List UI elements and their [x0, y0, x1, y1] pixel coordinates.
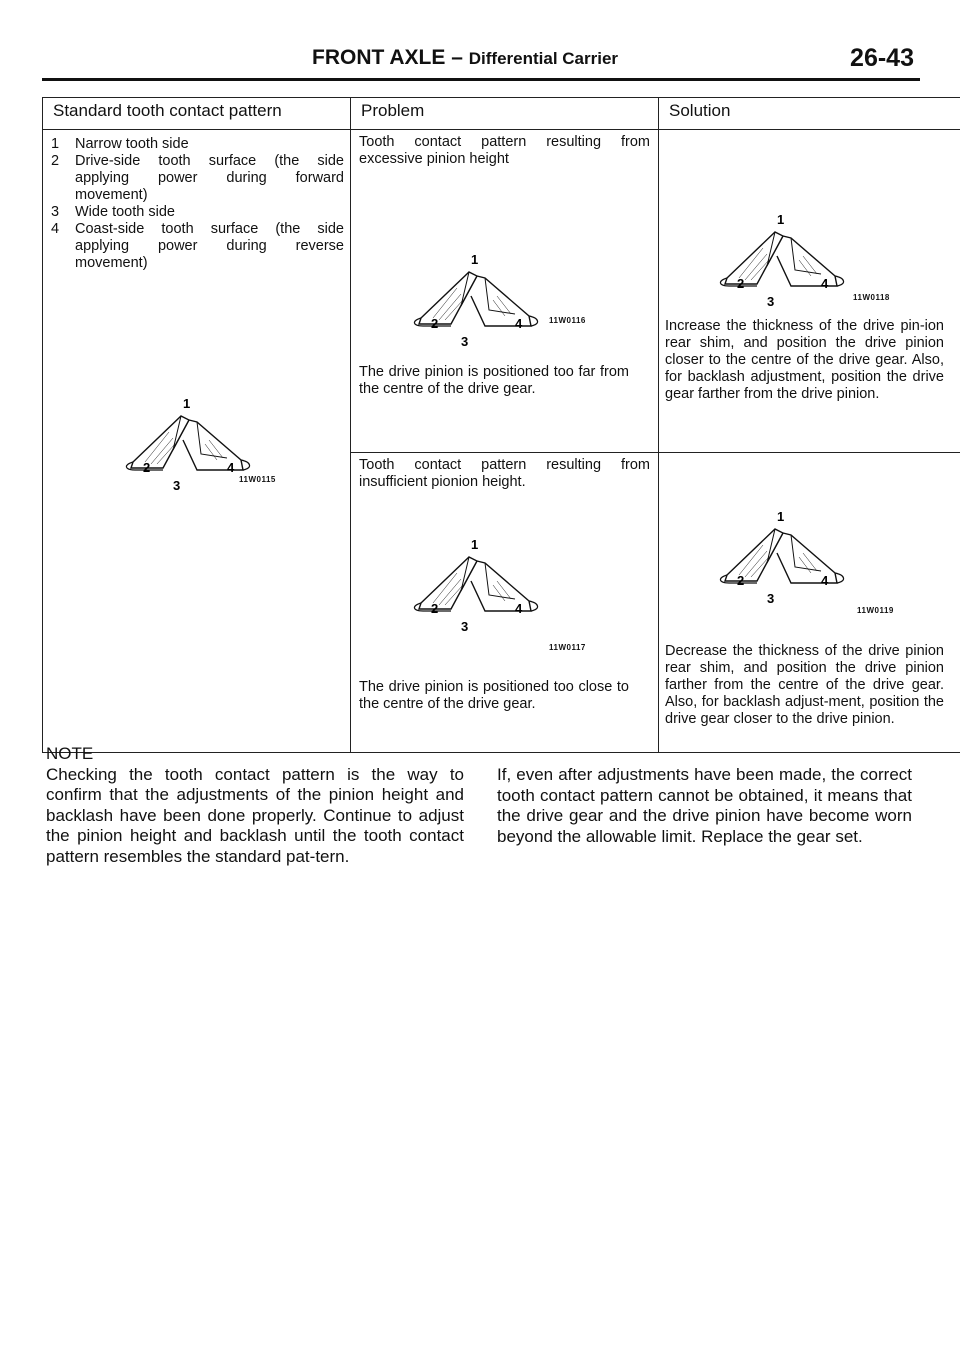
figure-code: 11W0119 — [857, 606, 894, 615]
fig-label-1: 1 — [777, 509, 785, 524]
fig-label-2: 2 — [737, 573, 745, 588]
solution-text-1: Increase the thickness of the drive pin-ion rear shim, and position the drive pinion closer to the centre of the drive gear. Also, for backlash adjustment, position the drive gear farther from the drive pinion. — [665, 318, 944, 402]
fig-label-1: 1 — [777, 212, 785, 227]
problem-title-2: Tooth contact pattern resulting from insufficient pionion height. — [359, 457, 650, 490]
problem-desc-2: The drive pinion is positioned too close to the centre of the drive gear. — [359, 679, 629, 712]
problem-cell-1 — [351, 130, 659, 453]
note-label: NOTE — [46, 744, 94, 763]
page-header — [42, 44, 920, 78]
title-sub: Differential Carrier — [468, 49, 619, 68]
problem-title-1: Tooth contact pattern resulting from excessive pinion height — [359, 134, 650, 167]
contact-pattern-table — [42, 97, 960, 753]
fig-label-4: 4 — [515, 316, 523, 331]
problem-figure-1 — [399, 248, 549, 348]
problem-figure-2 — [399, 533, 549, 633]
figure-code: 11W0118 — [853, 293, 890, 302]
page-title — [312, 46, 618, 70]
solution-figure-1 — [705, 208, 855, 308]
title-dash: – — [451, 46, 463, 69]
fig-label-4: 4 — [227, 460, 235, 475]
fig-label-3: 3 — [461, 334, 469, 348]
figure-code: 11W0115 — [239, 475, 276, 484]
list-item: 2 Drive-side tooth surface (the side applying power during forward movement) — [51, 153, 344, 203]
solution-figure-2 — [705, 505, 855, 605]
solution-text-2: Decrease the thickness of the drive pinion rear shim, and position the drive pinion farther from the centre of the drive gear. Also, for backlash adjust-ment, position the drive gear closer to the drive pinion. — [665, 643, 944, 727]
fig-label-4: 4 — [515, 601, 523, 616]
table-row — [43, 130, 960, 453]
problem-desc-1: The drive pinion is positioned too far from the centre of the drive gear. — [359, 364, 629, 397]
list-item: 4 Coast-side tooth surface (the side applying power during reverse movement) — [51, 221, 344, 271]
fig-label-4: 4 — [821, 573, 829, 588]
solution-cell-1 — [659, 130, 960, 453]
problem-cell-2 — [351, 453, 659, 753]
fig-label-3: 3 — [173, 478, 181, 492]
note-body: Checking the tooth contact pattern is the way to confirm that the adjustments of the pinion height and backlash have been done properly. Continue to adjust the pinion height and backlash until the tooth contact pattern resembles the standard pat-tern. — [46, 764, 464, 866]
header-rule — [42, 78, 920, 81]
note-continuation: If, even after adjustments have been made, the correct tooth contact pattern cannot be obtained, it means that the drive gear and the drive pinion have become worn beyond the allowable limit. Replace the gear set. — [497, 765, 912, 846]
fig-label-3: 3 — [767, 294, 775, 308]
fig-label-1: 1 — [471, 252, 479, 267]
fig-label-1: 1 — [183, 396, 191, 411]
header-standard: Standard tooth contact pattern — [43, 98, 351, 130]
standard-cell — [43, 130, 351, 753]
figure-code: 11W0117 — [549, 643, 586, 652]
fig-label-4: 4 — [821, 276, 829, 291]
table-header-row — [43, 98, 960, 130]
fig-label-2: 2 — [431, 316, 439, 331]
header-problem: Problem — [351, 98, 659, 130]
fig-label-3: 3 — [767, 591, 775, 605]
list-item: 3 Wide tooth side — [51, 204, 175, 220]
fig-label-1: 1 — [471, 537, 479, 552]
title-main: FRONT AXLE — [312, 46, 446, 69]
header-solution: Solution — [659, 98, 960, 130]
solution-cell-2 — [659, 453, 960, 753]
fig-label-3: 3 — [461, 619, 469, 633]
list-item: 1 Narrow tooth side — [51, 136, 189, 152]
fig-label-2: 2 — [431, 601, 439, 616]
standard-legend-list — [43, 136, 350, 272]
figure-code: 11W0116 — [549, 316, 586, 325]
fig-label-2: 2 — [143, 460, 151, 475]
fig-label-2: 2 — [737, 276, 745, 291]
note-block — [46, 744, 464, 867]
page-number: 26-43 — [850, 44, 914, 72]
